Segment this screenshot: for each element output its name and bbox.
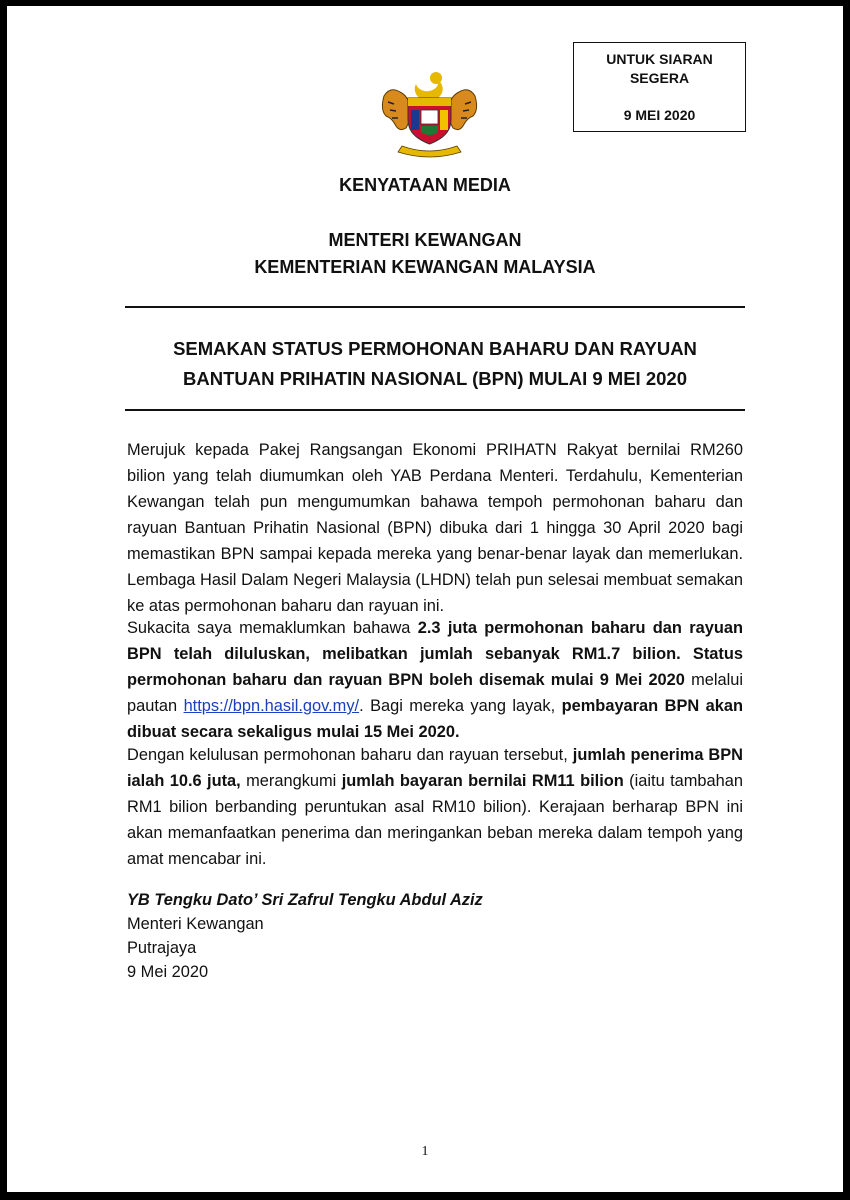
paragraph-3 [127,742,743,872]
p3-text-2: merangkumi [240,772,342,790]
p3-text-3: (iaitu tambahan RM1 bilion berbanding peruntukan asal RM10 bilion). Kerajaan berharap BPN ini akan memanfaatkan penerima dan meringankan beban mereka dalam tempoh yang amat mencabar ini. [127,772,743,868]
office-title: MENTERI KEWANGAN [328,230,522,250]
paragraph-1 [127,437,743,619]
bpn-portal-link[interactable]: https://bpn.hasil.gov.my/ [183,697,360,715]
subject-heading [125,334,745,394]
subject-line-2: BANTUAN PRIHATIN NASIONAL (BPN) MULAI 9 MEI 2020 [183,368,687,389]
subject-line-1: SEMAKAN STATUS PERMOHONAN BAHARU DAN RAYUAN [173,338,697,359]
p2-text-3: . Bagi mereka yang layak, [359,697,562,715]
signature-date: 9 Mei 2020 [127,963,209,981]
p2-bold-1: 2.3 juta permohonan baharu dan rayuan BPN telah diluluskan, melibatkan jumlah sebanyak RM1.7 bilion. Status permohonan baharu dan rayuan BPN boleh disemak mulai 9 Mei 2020 [127,619,743,689]
p3-bold-2: jumlah bayaran bernilai RM11 bilion [341,772,624,790]
p3-text-1: Dengan kelulusan permohonan baharu dan rayuan tersebut, [127,746,573,764]
paragraph-2 [127,615,743,745]
signatory-name: YB Tengku Dato’ Sri Zafrul Tengku Abdul Aziz [127,891,483,909]
signature-block [127,888,483,984]
p3-bold-1: jumlah penerima BPN ialah 10.6 juta, [127,746,744,790]
signature-place: Putrajaya [127,939,197,957]
p2-text-1: Sukacita saya memaklumkan bahawa [127,619,418,637]
signatory-title: Menteri Kewangan [127,915,264,933]
p2-text-2: melalui pautan [127,671,743,715]
top-divider [125,306,745,308]
page-number: 1 [421,1144,429,1159]
ministry-title: KEMENTERIAN KEWANGAN MALAYSIA [254,257,596,277]
paragraph-1-text: Merujuk kepada Pakej Rangsangan Ekonomi PRIHATN Rakyat bernilai RM260 bilion yang telah diumumkan oleh YAB Perdana Menteri. Terdahulu, Kementerian Kewangan telah pun mengumumkan bahawa tempoh permohonan baharu dan rayuan Bantuan Prihatin Nasional (BPN) dibuka dari 1 hingga 30 April 2020 bagi memastikan BPN sampai kepada mereka yang benar-benar layak dan memerlukan. Lembaga Hasil Dalam Negeri Malaysia (LHDN) telah pun selesai membuat semakan ke atas permohonan baharu dan rayuan ini. [127,441,743,615]
release-line-1: UNTUK SIARAN [606,51,713,67]
document-page [7,6,843,1192]
statement-type: KENYATAAN MEDIA [339,175,511,195]
bottom-divider [125,409,745,411]
release-date: 9 MEI 2020 [623,107,696,123]
release-notice-box [573,42,746,132]
p2-bold-2: pembayaran BPN akan dibuat secara sekaligus mulai 15 Mei 2020. [127,697,743,741]
release-line-2: SEGERA [629,70,690,86]
malaysia-coat-of-arms-icon [376,68,483,158]
